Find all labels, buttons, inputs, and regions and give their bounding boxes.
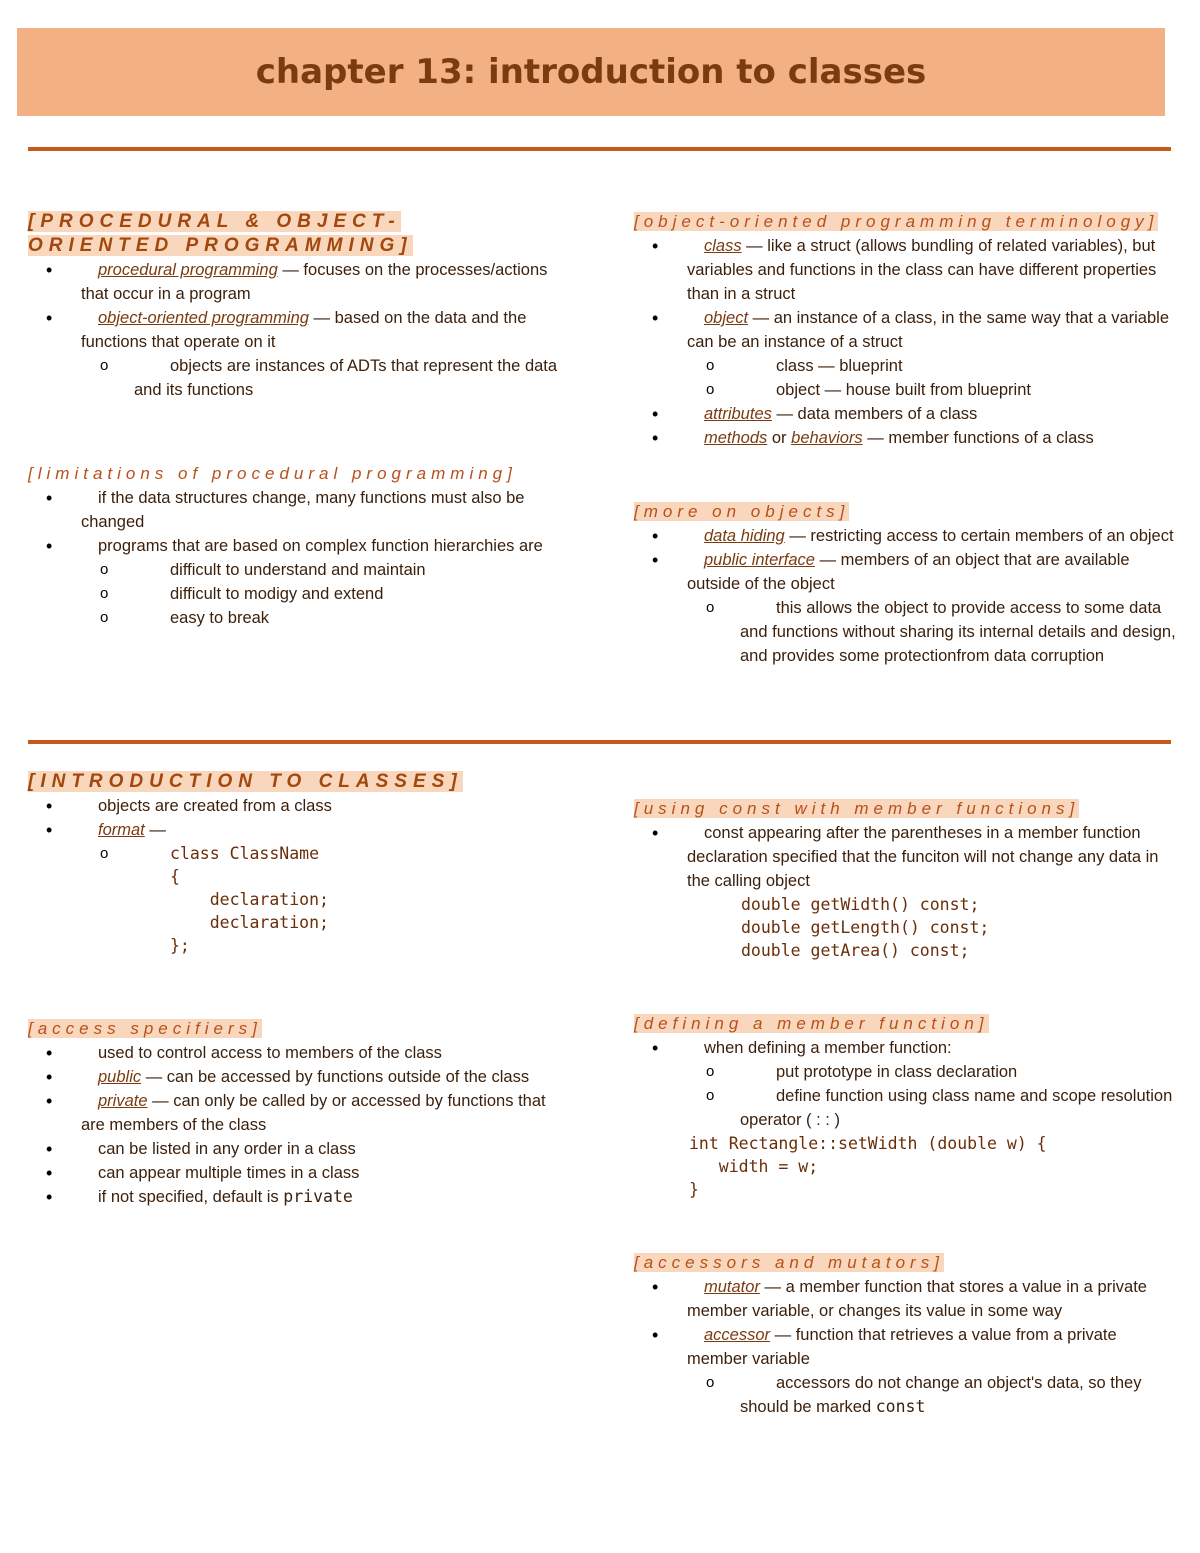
definition: — like a struct (allows bundling of related variables), but variables and functions in the class can have different properties than in a struct <box>687 237 1157 303</box>
const-heading: [using const with member functions] <box>634 799 1080 818</box>
term: private <box>98 1092 148 1110</box>
procedural-section <box>28 210 568 402</box>
divider-middle <box>28 740 1171 744</box>
list-item: • programs that are based on complex function hierarchies are <box>28 534 568 558</box>
definition: — can be accessed by functions outside of the class <box>141 1068 530 1086</box>
class-format-code: o class ClassName { declaration; declaration; }; <box>170 844 329 955</box>
list-item <box>28 1065 573 1089</box>
list-item <box>634 402 1179 426</box>
list-item: o define function using class name and scope resolution operator ( : : ) <box>634 1084 1179 1132</box>
definition: — an instance of a class, in the same way that a variable can be an instance of a struct <box>687 309 1169 351</box>
more-objects-heading: [more on objects] <box>634 502 850 521</box>
list-item: • const appearing after the parentheses in a member function declaration specified that the funciton will not change any data in the calling object <box>634 821 1179 893</box>
definition: accessors do not change an object's data, so they should be marked <box>740 1374 1142 1416</box>
term: format <box>98 821 145 839</box>
list-item <box>634 1371 1179 1419</box>
list-item <box>634 426 1179 450</box>
definition: — <box>144 821 166 839</box>
definition: — based on the data and the functions that operate on it <box>81 309 527 351</box>
list-item <box>28 818 573 842</box>
list-item: o easy to break <box>28 606 568 630</box>
code-keyword: const <box>875 1397 926 1416</box>
accessors-section <box>634 1251 1179 1419</box>
term: data hiding <box>704 527 785 545</box>
divider-top <box>28 147 1171 151</box>
list-item: o objects are instances of ADTs that represent the data and its functions <box>28 354 568 402</box>
set-width-code: int Rectangle::setWidth (double w) { width = w; } <box>689 1134 1047 1199</box>
term: procedural programming <box>98 261 278 279</box>
title-banner <box>17 28 1165 116</box>
defining-heading: [defining a member function] <box>634 1014 989 1033</box>
term: object-oriented programming <box>98 309 309 327</box>
intro-section <box>28 770 573 957</box>
list-item: • when defining a member function: <box>634 1036 1179 1060</box>
definition: — a member function that stores a value in a private member variable, or changes its value in some way <box>687 1278 1147 1320</box>
terminology-section <box>634 210 1179 450</box>
term: behaviors <box>791 429 863 447</box>
right-top-column <box>634 210 1179 668</box>
term: class <box>704 237 742 255</box>
definition: — restricting access to certain members of an object <box>784 527 1174 545</box>
definition: if not specified, default is <box>98 1188 284 1206</box>
definition: — function that retrieves a value from a private member variable <box>687 1326 1117 1368</box>
list-item: o difficult to modigy and extend <box>28 582 568 606</box>
code-list-item <box>28 842 573 957</box>
const-section <box>634 797 1179 962</box>
list-item: • can be listed in any order in a class <box>28 1137 573 1161</box>
limitations-heading: [limitations of procedural programming] <box>28 464 517 483</box>
list-item <box>634 548 1179 596</box>
right-bottom-column <box>634 797 1179 1419</box>
list-item: o this allows the object to provide access to some data and functions without sharing its internal details and design, and provides some protectionfrom data corruption <box>634 596 1179 668</box>
list-item <box>634 306 1179 354</box>
list-item <box>634 1275 1179 1323</box>
term: attributes <box>704 405 772 423</box>
accessors-heading: [accessors and mutators] <box>634 1253 944 1272</box>
definition: — can only be called by or accessed by functions that are members of the class <box>81 1092 546 1134</box>
list-item: • can appear multiple times in a class <box>28 1161 573 1185</box>
definition: — data members of a class <box>771 405 978 423</box>
left-top-column <box>28 210 568 630</box>
more-objects-section <box>634 500 1179 668</box>
list-item <box>28 306 568 354</box>
term: mutator <box>704 1278 760 1296</box>
limitations-section <box>28 462 568 630</box>
list-item: o difficult to understand and maintain <box>28 558 568 582</box>
list-item: o object — house built from blueprint <box>634 378 1179 402</box>
term: methods <box>704 429 768 447</box>
definition: — members of an object that are available outside of the object <box>687 551 1130 593</box>
list-item <box>634 1323 1179 1371</box>
left-bottom-column <box>28 770 573 1209</box>
const-code: double getWidth() const; double getLength() const; double getArea() const; <box>741 895 990 960</box>
procedural-heading-wrap <box>28 210 544 258</box>
list-item <box>28 1185 573 1209</box>
term: object <box>704 309 749 327</box>
procedural-heading: [PROCEDURAL & OBJECT-ORIENTED PROGRAMMING] <box>28 211 413 256</box>
list-item: • if the data structures change, many functions must also be changed <box>28 486 568 534</box>
term: public interface <box>704 551 815 569</box>
term: accessor <box>704 1326 771 1344</box>
defining-section <box>634 1012 1179 1201</box>
terminology-heading: [object-oriented programming terminology] <box>634 212 1159 231</box>
code-keyword: private <box>283 1187 353 1206</box>
list-item <box>634 524 1179 548</box>
connector: or <box>767 429 792 447</box>
access-heading: [access specifiers] <box>28 1019 262 1038</box>
list-item: • used to control access to members of the class <box>28 1041 573 1065</box>
list-item <box>28 258 568 306</box>
list-item: o put prototype in class declaration <box>634 1060 1179 1084</box>
list-item <box>634 234 1179 306</box>
term: public <box>98 1068 142 1086</box>
list-item: • objects are created from a class <box>28 794 573 818</box>
list-item <box>28 1089 573 1137</box>
page-title: chapter 13: introduction to classes <box>255 52 927 92</box>
definition: — focuses on the processes/actions that occur in a program <box>81 261 548 303</box>
access-section <box>28 1017 573 1209</box>
intro-heading: [INTRODUCTION TO CLASSES] <box>28 771 463 792</box>
definition: — member functions of a class <box>862 429 1094 447</box>
list-item: o class — blueprint <box>634 354 1179 378</box>
